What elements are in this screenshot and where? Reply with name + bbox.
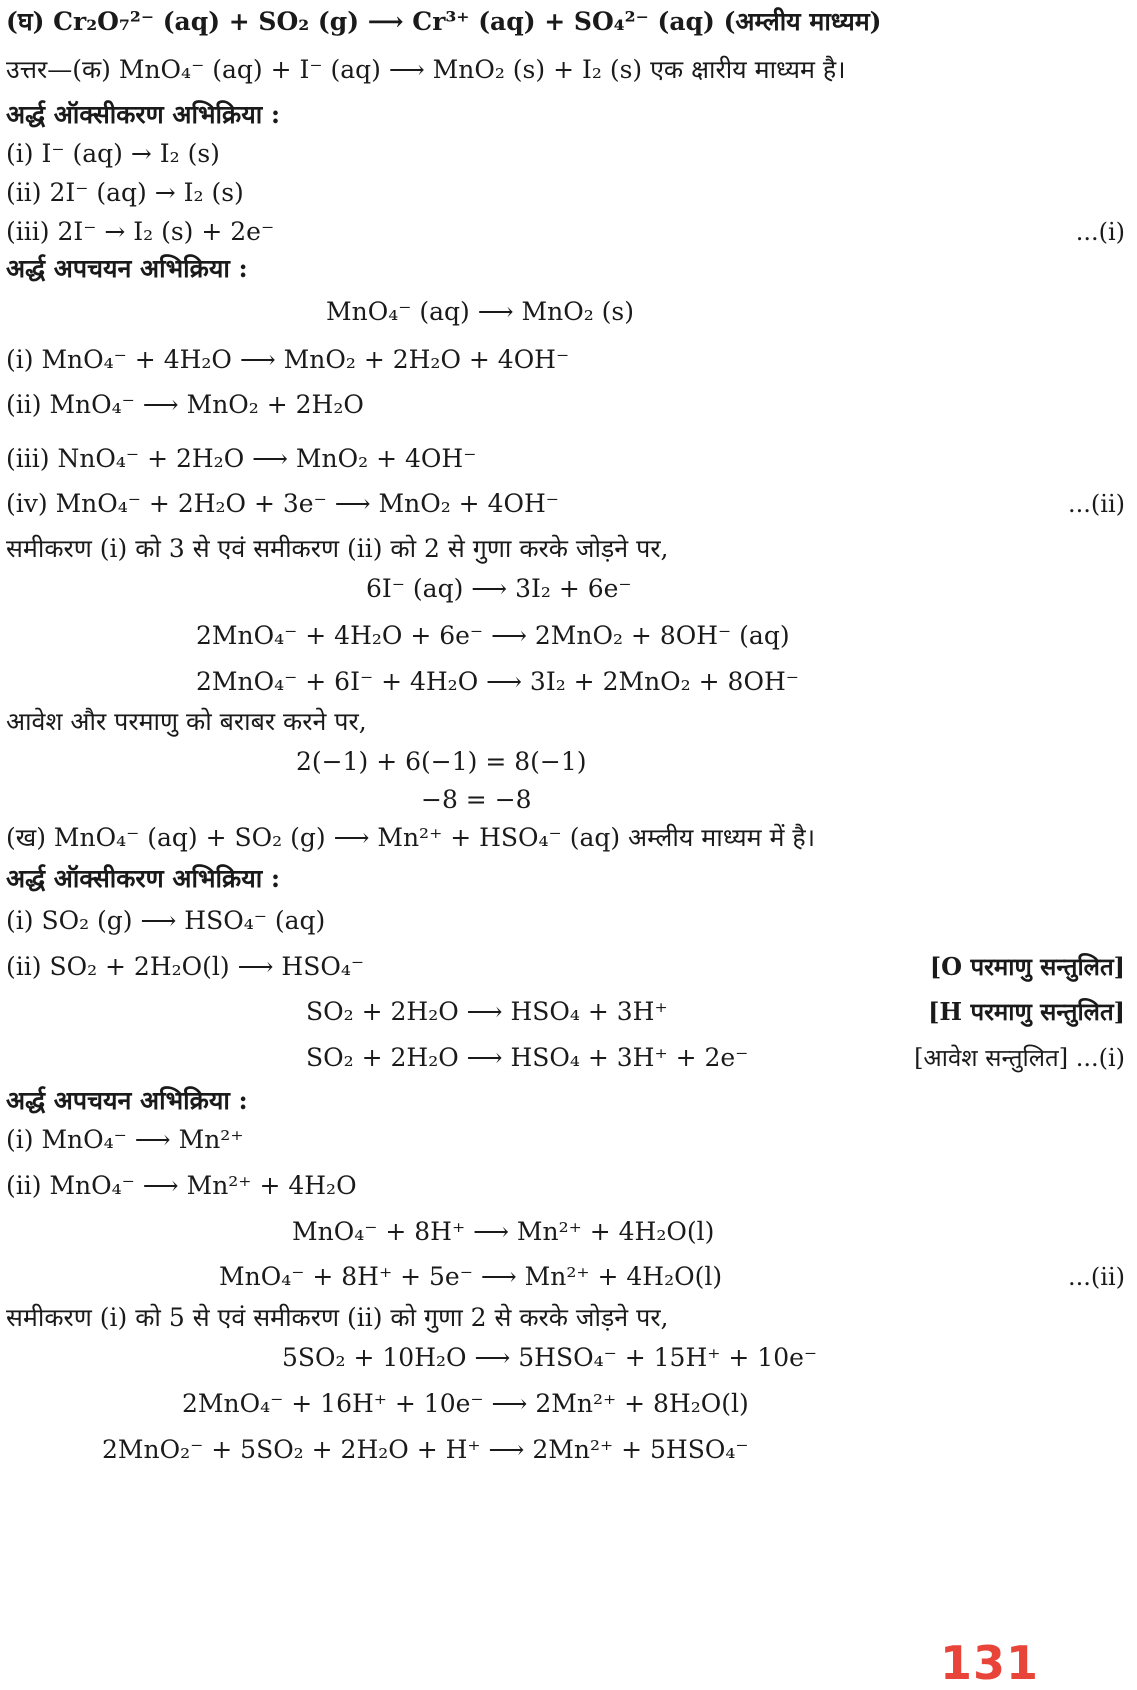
line-text: MnO₄⁻ (aq) ⟶ MnO₂ (s)	[326, 297, 635, 326]
instruction-line	[6, 700, 1125, 744]
equation-line	[6, 1164, 1125, 1208]
equation-line	[6, 1428, 1125, 1472]
line-text: उत्तर—(क) MnO₄⁻ (aq) + I⁻ (aq) ⟶ MnO₂ (s) + I₂ (s) एक क्षारीय माध्यम है।	[6, 55, 846, 84]
line-text: 2MnO₄⁻ + 6I⁻ + 4H₂O ⟶ 3I₂ + 2MnO₂ + 8OH⁻	[196, 667, 799, 696]
equation-line	[6, 945, 1125, 989]
equation-line	[6, 614, 1125, 658]
instruction-line	[6, 1296, 1125, 1340]
equation-line	[6, 338, 1125, 382]
line-text: आवेश और परमाणु को बराबर करने पर,	[6, 707, 367, 736]
equation-tag: ...(ii)	[1068, 490, 1125, 518]
line-text: समीकरण (i) को 5 से एवं समीकरण (ii) को गुणा 2 से करके जोड़ने पर,	[6, 1303, 669, 1332]
equation-line	[6, 1336, 1125, 1380]
equation-tag: [आवेश सन्तुलित] ...(i)	[914, 1044, 1125, 1072]
line-text: SO₂ + 2H₂O ⟶ HSO₄ + 3H⁺	[306, 997, 668, 1026]
equation-line	[6, 1382, 1125, 1426]
line-text: (i) SO₂ (g) ⟶ HSO₄⁻ (aq)	[6, 906, 326, 935]
question-kha-line	[6, 816, 1125, 860]
line-text: (iii) NnO₄⁻ + 2H₂O ⟶ MnO₂ + 4OH⁻	[6, 444, 477, 473]
equation-line	[6, 383, 1125, 427]
equation-line	[6, 482, 1125, 526]
equation-tag: ...(ii)	[1068, 1263, 1125, 1291]
line-text: 6I⁻ (aq) ⟶ 3I₂ + 6e⁻	[366, 574, 632, 603]
heading-text: अर्द्ध ऑक्सीकरण अभिक्रिया :	[6, 864, 281, 893]
answer-ka-line	[6, 48, 1125, 92]
half-reduction-heading	[6, 247, 1125, 291]
heading-text: अर्द्ध अपचयन अभिक्रिया :	[6, 254, 248, 283]
equation-line	[6, 1118, 1125, 1162]
line-text: MnO₄⁻ + 8H⁺ + 5e⁻ ⟶ Mn²⁺ + 4H₂O(l)	[219, 1262, 723, 1291]
page-number: 131	[939, 1636, 1039, 1690]
half-oxidation-heading	[6, 93, 1125, 137]
equation-line	[6, 1210, 1125, 1254]
line-text: (ii) 2I⁻ (aq) → I₂ (s)	[6, 178, 244, 207]
equation-line	[6, 990, 1125, 1034]
line-text: SO₂ + 2H₂O ⟶ HSO₄ + 3H⁺ + 2e⁻	[306, 1043, 749, 1072]
equation-line	[6, 171, 1125, 215]
equation-tag: ...(i)	[1075, 218, 1125, 246]
line-text: (iii) 2I⁻ → I₂ (s) + 2e⁻	[6, 217, 275, 246]
line-text: −8 = −8	[421, 785, 532, 814]
equation-line	[6, 290, 1125, 334]
line-text: 2(−1) + 6(−1) = 8(−1)	[296, 747, 587, 776]
equation-line	[6, 1036, 1125, 1080]
line-text: (ii) MnO₄⁻ ⟶ MnO₂ + 2H₂O	[6, 390, 364, 419]
equation-line	[6, 899, 1125, 943]
line-text: (i) I⁻ (aq) → I₂ (s)	[6, 139, 220, 168]
instruction-line	[6, 527, 1125, 571]
line-text: MnO₄⁻ + 8H⁺ ⟶ Mn²⁺ + 4H₂O(l)	[292, 1217, 715, 1246]
line-text: 2MnO₂⁻ + 5SO₂ + 2H₂O + H⁺ ⟶ 2Mn²⁺ + 5HSO₄⁻	[102, 1435, 749, 1464]
equation-line	[6, 1255, 1125, 1299]
line-text: 2MnO₄⁻ + 4H₂O + 6e⁻ ⟶ 2MnO₂ + 8OH⁻ (aq)	[196, 621, 790, 650]
equation-tag: [H परमाणु सन्तुलित]	[928, 997, 1125, 1026]
equation-line	[6, 437, 1125, 481]
equation-line	[6, 132, 1125, 176]
line-text: (i) MnO₄⁻ + 4H₂O ⟶ MnO₂ + 2H₂O + 4OH⁻	[6, 345, 570, 374]
equation-line	[6, 567, 1125, 611]
heading-text: अर्द्ध ऑक्सीकरण अभिक्रिया :	[6, 100, 281, 129]
line-text: (iv) MnO₄⁻ + 2H₂O + 3e⁻ ⟶ MnO₂ + 4OH⁻	[6, 489, 559, 518]
line-text: (i) MnO₄⁻ ⟶ Mn²⁺	[6, 1125, 244, 1154]
heading-text: अर्द्ध अपचयन अभिक्रिया :	[6, 1086, 248, 1115]
half-reduction-heading	[6, 1079, 1125, 1123]
line-text: 5SO₂ + 10H₂O ⟶ 5HSO₄⁻ + 15H⁺ + 10e⁻	[282, 1343, 818, 1372]
line-text: (ii) MnO₄⁻ ⟶ Mn²⁺ + 4H₂O	[6, 1171, 357, 1200]
line-text: समीकरण (i) को 3 से एवं समीकरण (ii) को 2 से गुणा करके जोड़ने पर,	[6, 534, 669, 563]
line-text: (घ) Cr₂O₇²⁻ (aq) + SO₂ (g) ⟶ Cr³⁺ (aq) + SO₄²⁻ (aq) (अम्लीय माध्यम)	[6, 7, 882, 36]
equation-line	[6, 660, 1125, 704]
question-gha-line	[6, 0, 1125, 44]
line-text: (ii) SO₂ + 2H₂O(l) ⟶ HSO₄⁻	[6, 952, 365, 981]
equation-tag: [O परमाणु सन्तुलित]	[929, 952, 1125, 981]
half-oxidation-heading	[6, 857, 1125, 901]
line-text: 2MnO₄⁻ + 16H⁺ + 10e⁻ ⟶ 2Mn²⁺ + 8H₂O(l)	[182, 1389, 749, 1418]
line-text: (ख) MnO₄⁻ (aq) + SO₂ (g) ⟶ Mn²⁺ + HSO₄⁻ (aq) अम्लीय माध्यम में है।	[6, 823, 816, 852]
